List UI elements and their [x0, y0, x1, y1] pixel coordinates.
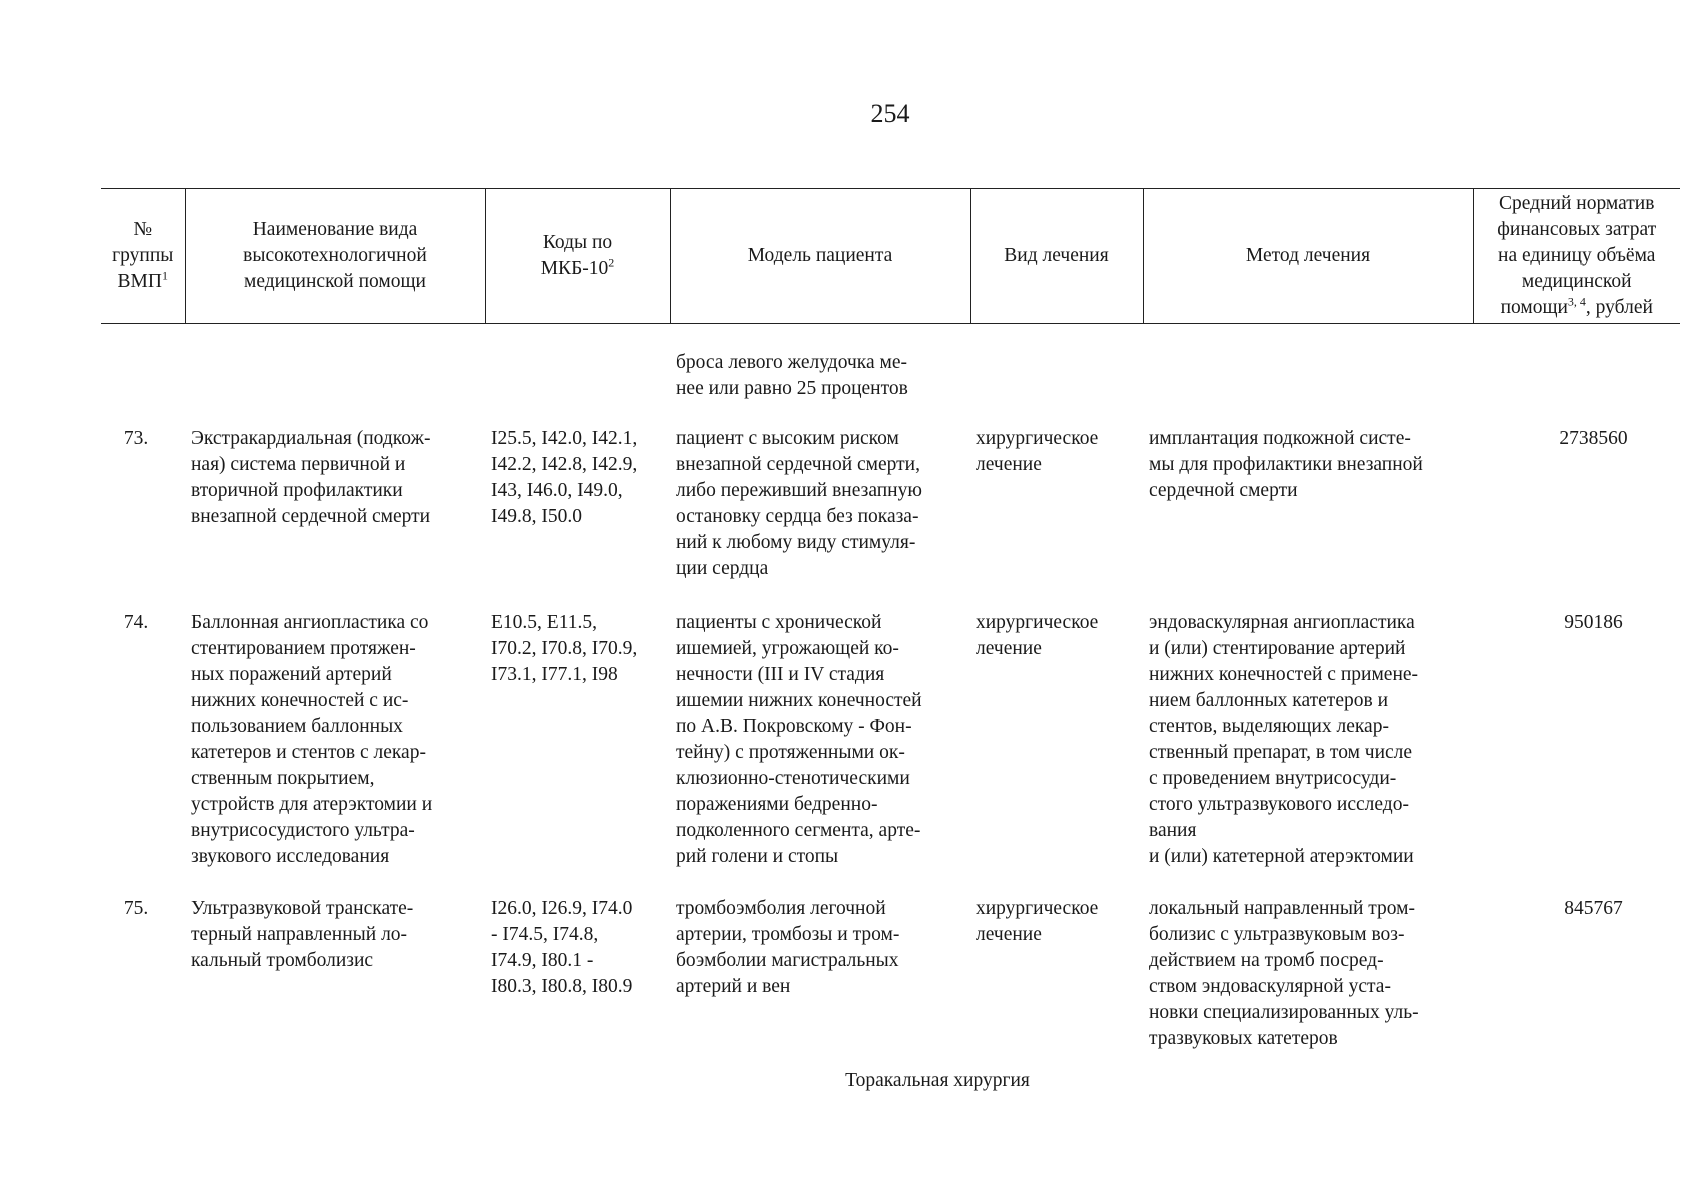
vmp-table: [101, 188, 1680, 1094]
table-row-continuation: [101, 324, 1680, 427]
section-heading-row: [101, 1068, 1680, 1094]
table-header-row: [101, 189, 1680, 324]
cell-method: имплантация подкожной систе- мы для профилактики внезапной сердечной смерти: [1149, 428, 1423, 501]
table-row: [101, 426, 1680, 610]
header-group-no: № группы ВМП$^1$: [101, 189, 185, 324]
section-title: Торакальная хирургия: [845, 1070, 1030, 1091]
cell-model: тромбоэмболия легочной артерии, тромбозы и тром- боэмболии магистральных артерий и вен: [676, 898, 900, 997]
cell-cost: 845767: [1564, 898, 1623, 919]
header-codes: Коды по МКБ-$10^2$: [485, 189, 670, 324]
cell-method: эндоваскулярная ангиопластика и (или) стентирование артерий нижних конечностей с примене- нием баллонных катетеров и стентов, выделяющих лекар- ственный препарат, в том числе с проведением внутрисосуди- стого ультразвукового исследо- вания и (или) катетерной атерэктомии: [1149, 612, 1419, 867]
cell-cost: 2738560: [1559, 428, 1628, 449]
header-cost: Средний норматив финансовых затрат на единицу объёма медицинской помощи$^{3, 4}$, рублей: [1473, 189, 1680, 324]
cell-treatment-type: хирургическое лечение: [976, 612, 1099, 659]
cell-name: Ультразвуковой транскате- терный направленный ло- кальный тромболизис: [191, 898, 414, 971]
header-treatment-type: Вид лечения: [970, 189, 1143, 324]
cell-number: 75.: [123, 898, 149, 919]
cell-method: локальный направленный тром- болизис с ультразвуковым воз- действием на тромб посред- ством эндоваскулярной уста- новки специализированных уль- тразвуковых катетеров: [1149, 898, 1419, 1049]
table-row: [101, 610, 1680, 896]
cell-model: пациенты с хронической ишемией, угрожающей ко- нечности (III и IV стадия ишемии нижних конечностей по А.В. Покровскому - Фон- тейну) с протяженными ок- клюзионно-стенотическими поражениями бедренно- подколенного сегмента, арте- рий голени и стопы: [676, 612, 922, 867]
cell-number: 74.: [123, 612, 149, 633]
cell-name: Баллонная ангиопластика со стентированием протяжен- ных поражений артерий нижних конечностей с ис- пользованием баллонных катетеров и стентов с лекар- ственным покрытием, устройств для атерэктомии и внутрисосудистого ультра- звукового исследования: [191, 612, 433, 867]
cell-model: броса левого желудочка ме- нее или равно 25 процентов: [676, 352, 908, 399]
cell-model: пациент с высоким риском внезапной сердечной смерти, либо переживший внезапную остановку сердца без показа- ний к любому виду стимуля- ции сердца: [676, 428, 922, 579]
cell-treatment-type: хирургическое лечение: [976, 898, 1099, 945]
header-method: Метод лечения: [1143, 189, 1473, 324]
cell-codes: I26.0, I26.9, I74.0 - I74.5, I74.8, I74.9, I80.1 - I80.3, I80.8, I80.9: [491, 898, 633, 997]
cell-codes: I25.5, I42.0, I42.1, I42.2, I42.8, I42.9, I43, I46.0, I49.0, I49.8, I50.0: [491, 428, 638, 527]
header-model: Модель пациента: [670, 189, 970, 324]
cell-number: 73.: [123, 428, 149, 449]
table-row: [101, 896, 1680, 1068]
page-number: 254: [870, 99, 910, 128]
cell-cost: 950186: [1564, 612, 1623, 633]
header-name: Наименование вида высокотехнологичной медицинской помощи: [185, 189, 485, 324]
cell-treatment-type: хирургическое лечение: [976, 428, 1099, 475]
cell-codes: E10.5, E11.5, I70.2, I70.8, I70.9, I73.1, I77.1, I98: [491, 612, 638, 685]
cell-name: Экстракардиальная (подкож- ная) система первичной и вторичной профилактики внезапной сердечной смерти: [191, 428, 431, 527]
